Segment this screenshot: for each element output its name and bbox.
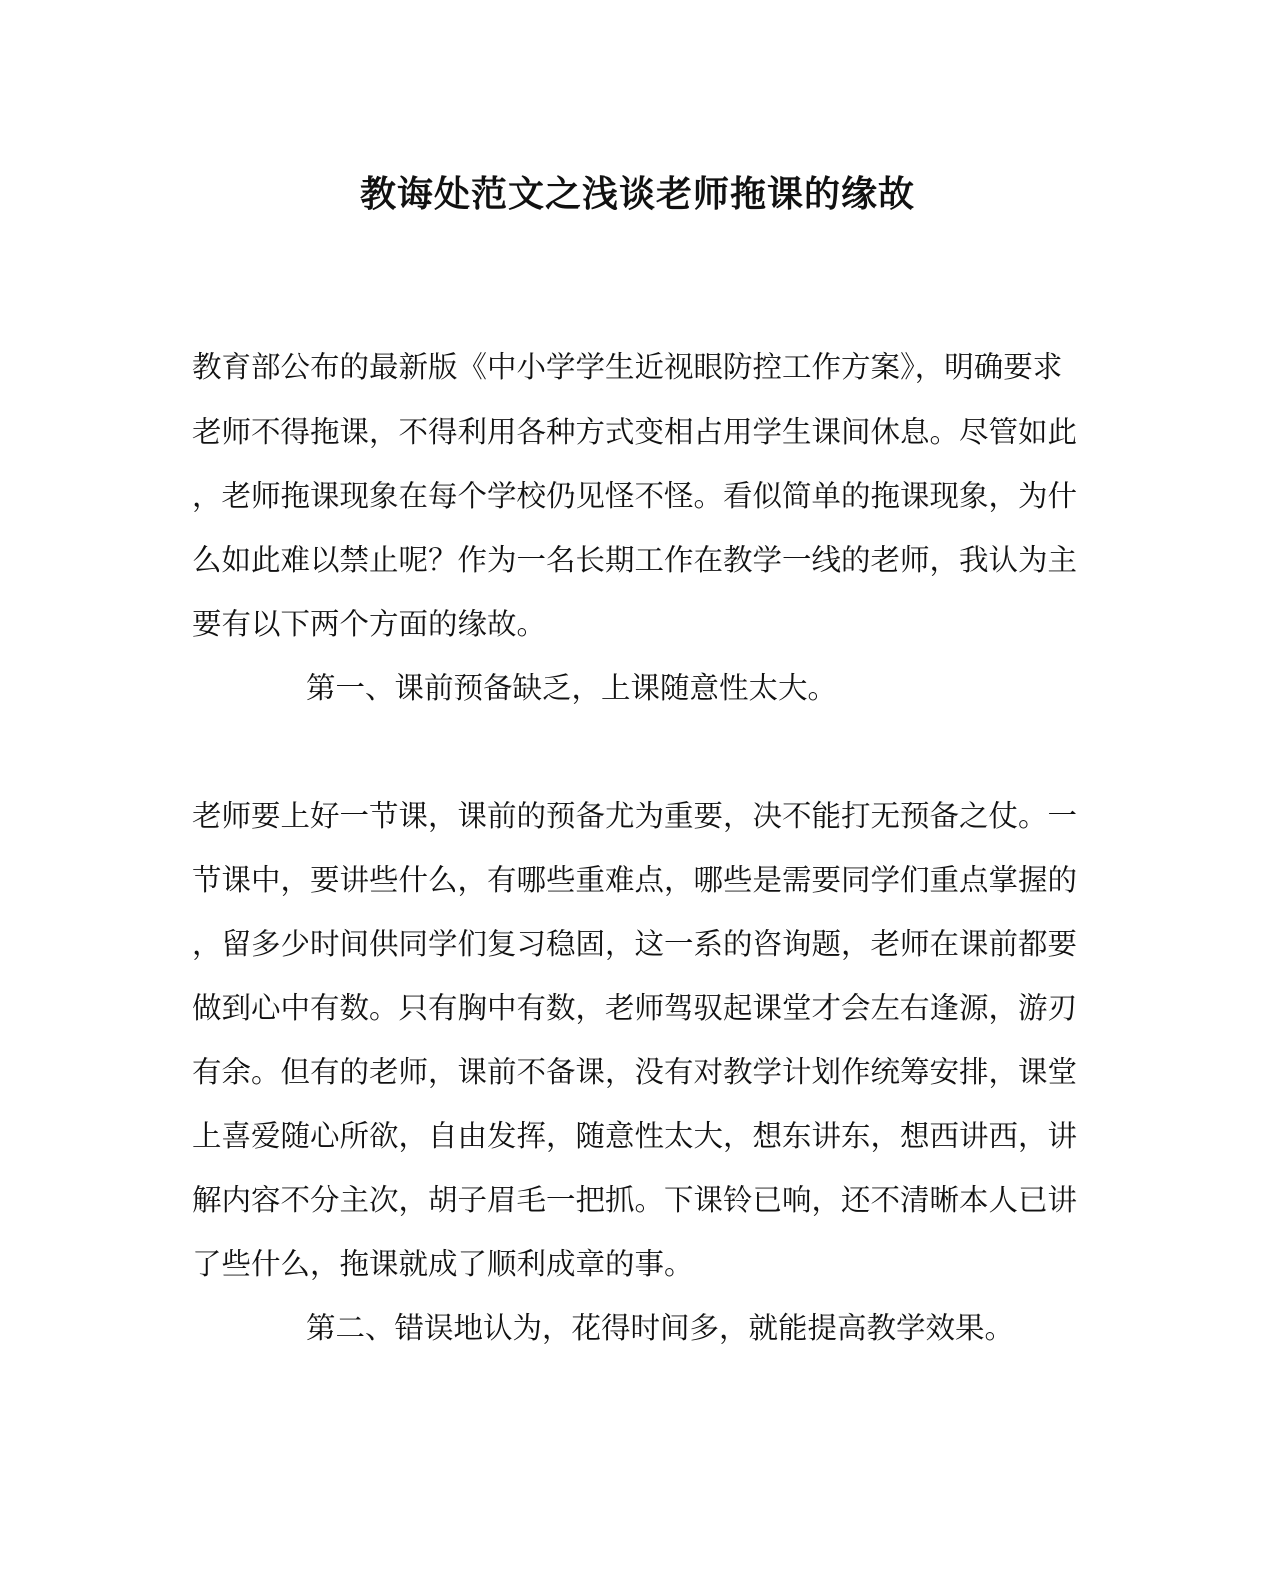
document-title: 教诲处范文之浅谈老师拖课的缘故 — [359, 173, 915, 215]
section-heading: 第二、错误地认为，花得时间多，就能提高教学效果。 — [306, 1311, 1015, 1345]
paragraph-line: 节课中，要讲些什么，有哪些重难点，哪些是需要同学们重点掌握的 — [192, 863, 1078, 897]
paragraph-line: 了些什么，拖课就成了顺利成章的事。 — [192, 1247, 694, 1281]
paragraph-line: 老师不得拖课，不得利用各种方式变相占用学生课间休息。尽管如此 — [192, 415, 1078, 449]
paragraph-line: ，老师拖课现象在每个学校仍见怪不怪。看似简单的拖课现象，为什 — [192, 479, 1078, 513]
paragraph-line: 上喜爱随心所欲，自由发挥，随意性太大，想东讲东，想西讲西，讲 — [192, 1119, 1078, 1153]
paragraph-line: 教育部公布的最新版《中小学学生近视眼防控工作方案》，明确要求 — [192, 350, 1063, 384]
paragraph-line: ，留多少时间供同学们复习稳固，这一系的咨询题，老师在课前都要 — [192, 927, 1078, 961]
paragraph-line: 做到心中有数。只有胸中有数，老师驾驭起课堂才会左右逢源，游刃 — [192, 991, 1078, 1025]
paragraph-line: 有余。但有的老师，课前不备课，没有对教学计划作统筹安排，课堂 — [192, 1055, 1078, 1089]
section-heading: 第一、课前预备缺乏，上课随意性太大。 — [306, 671, 838, 705]
paragraph-line: 么如此难以禁止呢？作为一名长期工作在教学一线的老师，我认为主 — [192, 543, 1078, 577]
paragraph-line: 要有以下两个方面的缘故。 — [192, 607, 547, 641]
paragraph-line: 解内容不分主次，胡子眉毛一把抓。下课铃已响，还不清晰本人已讲 — [192, 1183, 1078, 1217]
paragraph-line: 老师要上好一节课，课前的预备尤为重要，决不能打无预备之仗。一 — [192, 799, 1078, 833]
